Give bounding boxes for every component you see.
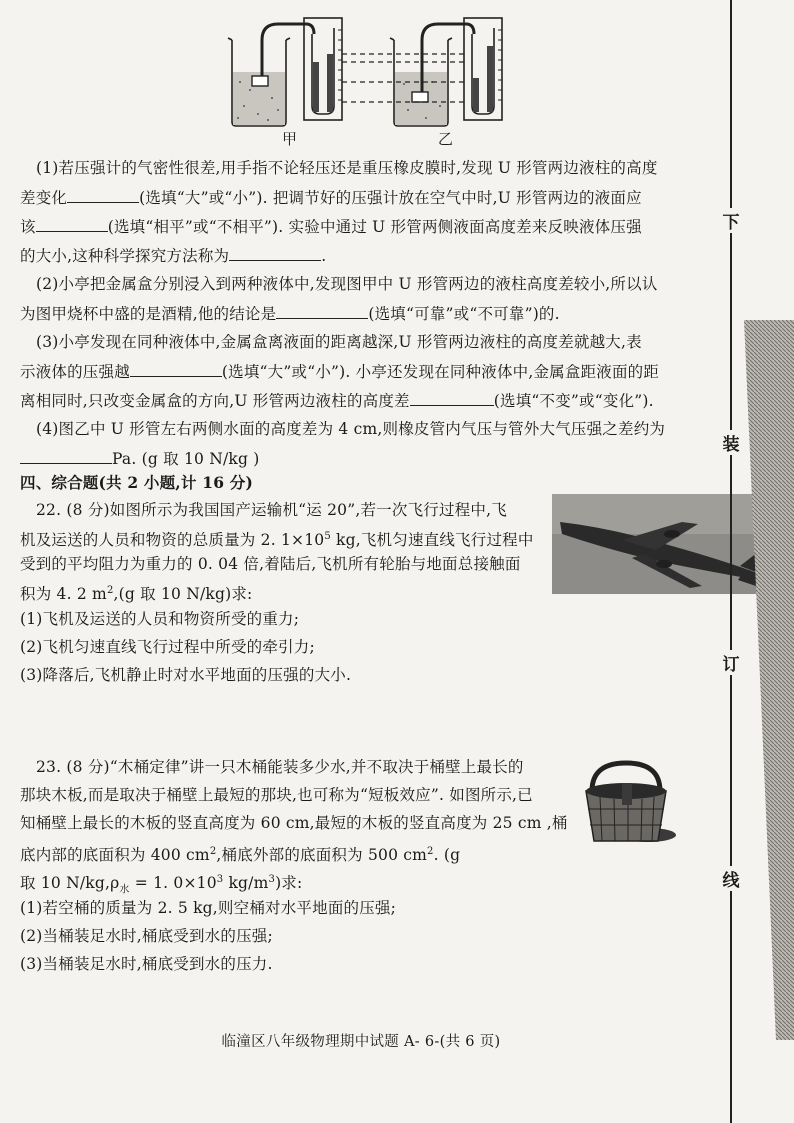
q22-line3: 受到的平均阻力为重力的 0. 04 倍,着陆后,飞机所有轮胎与地面总接触面 [20,555,521,573]
margin-char-zhuang: 装 [720,430,742,455]
q23-line3: 知桶壁上最长的木板的竖直高度为 60 cm,最短的木板的竖直高度为 25 cm ,桶 [20,814,568,832]
q23-line2: 那块木板,而是取决于桶壁上最短的那块,也可称为“短板效应”. 如图所示,已 [20,786,533,804]
q21-p3-line1: (3)小亭发现在同种液体中,金属盒离液面的距离越深,U 形管两边液柱的高度差就越大,表 [36,333,642,351]
q21-p3-line2: 示液体的压强越 (选填“大”或“小”). 小亭还发现在同种液体中,金属盒距液面的距 [20,363,660,381]
q21-p3-line3: 离相同时,只改变金属盒的方向,U 形管两边液柱的高度差 (选填“不变”或“变化”). [20,392,654,410]
wooden-bucket-photo [578,757,676,851]
answer-blank[interactable] [276,303,368,319]
q21-p1-line1: (1)若压强计的气密性很差,用手指不论轻压还是重压橡皮膜时,发现 U 形管两边液柱的高度 [36,159,658,177]
answer-blank[interactable] [67,187,139,203]
page-footer: 临潼区八年级物理期中试题 A- 6-(共 6 页) [221,1034,501,1050]
binding-edge-shading [742,320,794,1040]
q22-sub3: (3)降落后,飞机静止时对水平地面的压强的大小. [20,666,352,684]
pressure-gauge-figure [222,10,522,150]
q21-p2-line1: (2)小亭把金属盒分别浸入到两种液体中,发现图甲中 U 形管两边的液柱高度差较小,所以认 [36,275,658,293]
binding-margin-line [730,0,732,1123]
answer-blank[interactable] [130,361,222,377]
q23-line1: 23. (8 分)“木桶定律”讲一只木桶能装多少水,并不取决于桶壁上最长的 [36,758,524,776]
figure-label-yi: 乙 [438,130,454,148]
q21-p1-line2: 差变化 (选填“大”或“小”). 把调节好的压强计放在空气中时,U 形管两边的液面应 [20,189,642,207]
q22-line2: 机及运送的人员和物资的总质量为 2. $1\times 10^5$ kg,飞机匀速直线飞行过程中 [20,531,534,550]
q22-sub2: (2)飞机匀速直线飞行过程中所受的牵引力; [20,638,315,656]
answer-blank[interactable] [229,245,321,261]
margin-char-xia: 下 [720,208,742,233]
q22-line4: 积为 4. 2 $m^2,(g$ 取 10 N/kg)求: [20,585,253,604]
answer-blank[interactable] [36,216,108,232]
q21-p4-line1: (4)图乙中 U 形管左右两侧水面的高度差为 4 cm,则橡皮管内气压与管外大气压强之差约为 [36,420,666,438]
q22-sub1: (1)飞机及运送的人员和物资所受的重力; [20,610,300,628]
margin-char-xian: 线 [720,866,742,891]
transport-plane-photo [552,494,770,594]
q21-p4-line2: Pa. (g 取 10 N/kg ) [20,448,259,469]
answer-blank[interactable] [20,448,112,464]
q22-line1: 22. (8 分)如图所示为我国国产运输机“运 20”,若一次飞行过程中,飞 [36,501,507,519]
section-heading: 四、综合题(共 2 小题,计 16 分) [20,473,254,492]
q21-p2-line2: 为图甲烧杯中盛的是酒精,他的结论是 (选填“可靠”或“不可靠”)的. [20,305,560,323]
answer-blank[interactable] [410,390,494,406]
q23-sub3: (3)当桶装足水时,桶底受到水的压力. [20,955,273,973]
q23-sub1: (1)若空桶的质量为 2. 5 kg,则空桶对水平地面的压强; [20,899,397,917]
q23-line5: 取 10 $N/kg,\rho_水 = 1$. $0\times 10^3$ $kg/m^3$)求: [20,874,303,896]
q23-line4: 底内部的底面积为 400 $cm^2$,桶底外部的底面积为 500 $cm^2$. (g [20,846,461,865]
margin-char-ding: 订 [720,650,742,675]
q21-p1-line3: 该 (选填“相平”或“不相平”). 实验中通过 U 形管两侧液面高度差来反映液体压强 [20,218,642,236]
q21-p1-line4: 的大小,这种科学探究方法称为 . [20,247,327,265]
figure-label-jia: 甲 [282,130,298,148]
q23-sub2: (2)当桶装足水时,桶底受到水的压强; [20,927,273,945]
